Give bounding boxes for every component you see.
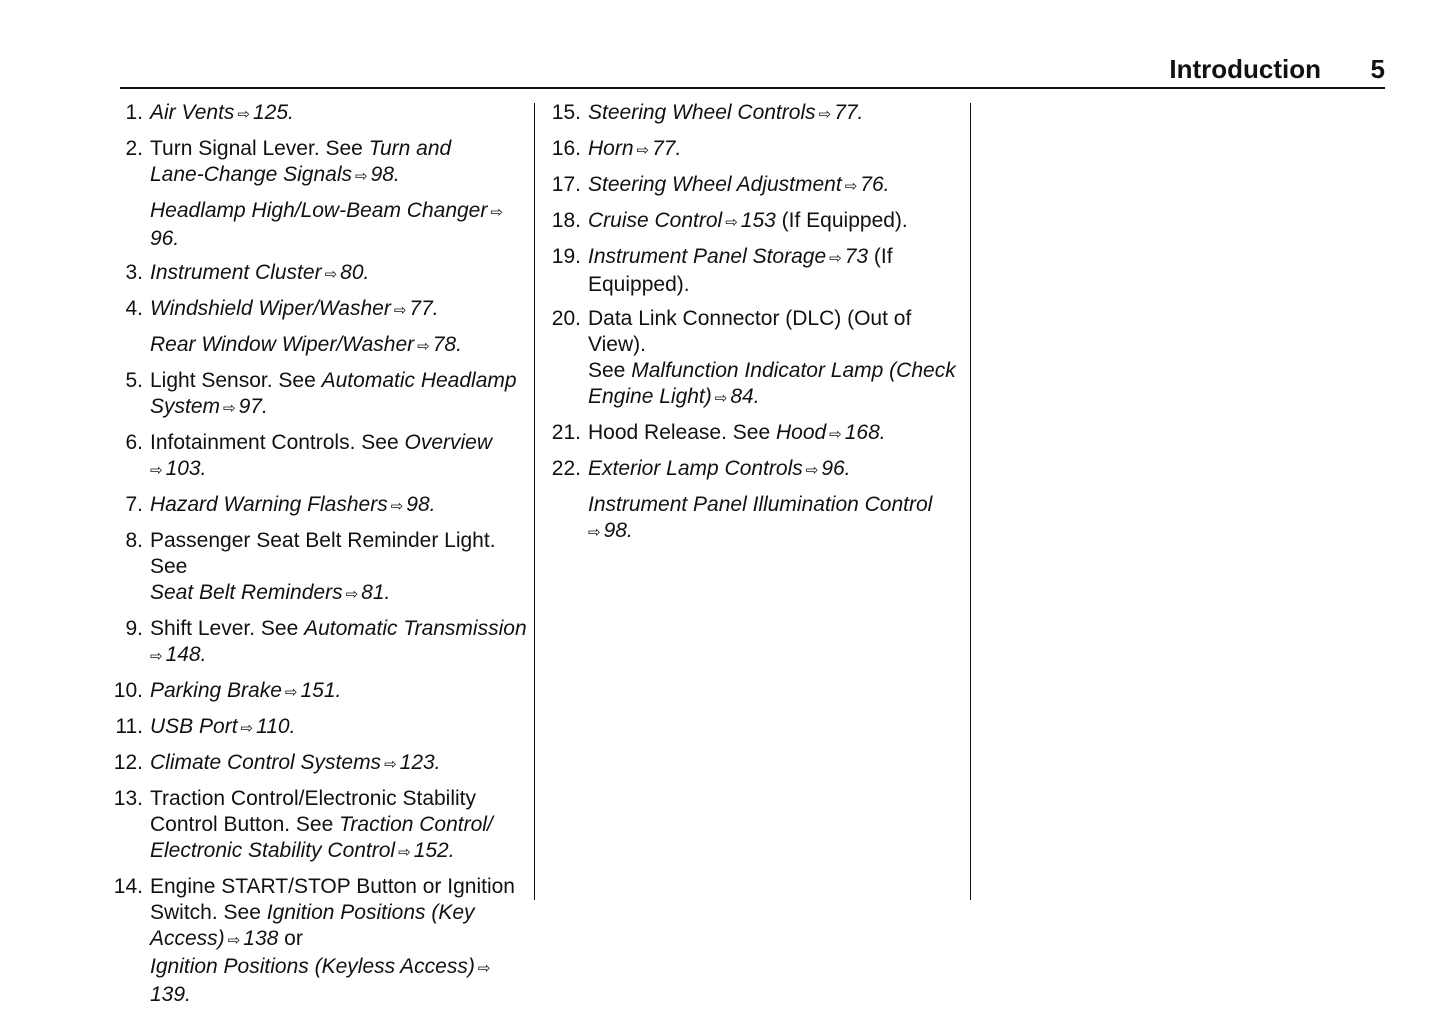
xref-link[interactable]: Air Vents bbox=[150, 101, 235, 124]
page-ref-icon: ⇨ bbox=[714, 390, 728, 407]
xref-link[interactable]: Ignition Positions (Key bbox=[266, 901, 475, 924]
section-title: Introduction bbox=[1169, 54, 1321, 84]
list-item: 3. Instrument Cluster ⇨ 80. bbox=[108, 260, 528, 288]
page-ref-icon: ⇨ bbox=[223, 400, 236, 417]
page-ref-icon: ⇨ bbox=[417, 338, 430, 355]
list-item: 21. Hood Release. See Hood ⇨ 168. bbox=[546, 420, 961, 448]
list-item: 6. Infotainment Controls. See Overview ⇨ 103. bbox=[108, 430, 528, 484]
page-ref-icon: ⇨ bbox=[384, 756, 397, 773]
xref-link[interactable]: Rear Window Wiper/Washer bbox=[150, 333, 415, 356]
page-ref-icon: ⇨ bbox=[390, 498, 404, 515]
page-ref-icon: ⇨ bbox=[829, 426, 842, 443]
column-divider bbox=[534, 103, 535, 900]
page-ref-icon: ⇨ bbox=[227, 932, 241, 949]
xref-link[interactable]: Automatic Headlamp bbox=[321, 369, 517, 392]
list-item: Headlamp High/Low-Beam Changer ⇨96. bbox=[150, 199, 503, 250]
list-item: 20. Data Link Connector (DLC) (Out of View). See Malfunction Indicator Lamp (Check Engine Light) ⇨ 84. bbox=[546, 306, 961, 412]
xref-link[interactable]: Traction Control/ bbox=[339, 813, 493, 836]
list-item: 12. Climate Control Systems ⇨ 123. bbox=[108, 750, 528, 778]
page-ref-icon: ⇨ bbox=[398, 844, 411, 861]
page-ref-icon: ⇨ bbox=[150, 648, 163, 665]
xref-link[interactable]: USB Port bbox=[150, 715, 238, 738]
page-ref-icon: ⇨ bbox=[588, 524, 601, 541]
xref-link[interactable]: Climate Control Systems bbox=[150, 751, 382, 774]
page-ref-icon: ⇨ bbox=[490, 204, 503, 221]
xref-link[interactable]: Parking Brake bbox=[150, 679, 282, 702]
xref-link[interactable]: Turn and bbox=[368, 137, 452, 160]
xref-link[interactable]: Malfunction Indicator Lamp (Check bbox=[631, 359, 956, 382]
list-item: 10. Parking Brake ⇨ 151. bbox=[108, 678, 528, 706]
xref-link[interactable]: Horn bbox=[588, 137, 634, 160]
xref-link[interactable]: Seat Belt Reminders bbox=[150, 581, 343, 604]
xref-link[interactable]: Steering Wheel Adjustment bbox=[588, 173, 842, 196]
list-item: 16. Horn ⇨ 77. bbox=[546, 136, 961, 164]
xref-link[interactable]: Electronic Stability Control bbox=[150, 839, 396, 862]
list-item: 15. Steering Wheel Controls ⇨ 77. bbox=[546, 100, 961, 128]
page-ref-icon: ⇨ bbox=[805, 462, 819, 479]
list-item: 18. Cruise Control ⇨ 153 (If Equipped). bbox=[546, 208, 961, 236]
list-item: 4. Windshield Wiper/Washer ⇨ 77. bbox=[108, 296, 528, 324]
list-item: Rear Window Wiper/Washer ⇨ 78. bbox=[108, 332, 528, 360]
page-header bbox=[120, 54, 1385, 89]
xref-link[interactable]: Headlamp High/Low-Beam Changer bbox=[150, 199, 488, 222]
page-ref-icon: ⇨ bbox=[284, 684, 298, 701]
page-ref-icon: ⇨ bbox=[844, 178, 858, 195]
xref-link[interactable]: Automatic Transmission bbox=[304, 617, 527, 640]
page-ref-icon: ⇨ bbox=[237, 106, 250, 123]
page-ref-icon: ⇨ bbox=[354, 168, 368, 185]
xref-link[interactable]: Lane-Change Signals bbox=[150, 163, 352, 186]
xref-link[interactable]: Steering Wheel Controls bbox=[588, 101, 816, 124]
list-item: 11. USB Port ⇨ 110. bbox=[108, 714, 528, 742]
page-ref-icon: ⇨ bbox=[345, 586, 359, 603]
list-item: 8. Passenger Seat Belt Reminder Light. See Seat Belt Reminders ⇨ 81. bbox=[108, 528, 528, 608]
xref-link[interactable]: System bbox=[150, 395, 221, 418]
list-item: 5. Light Sensor. See Automatic Headlamp System ⇨ 97. bbox=[108, 368, 528, 422]
xref-link[interactable]: Instrument Panel Illumination Control bbox=[588, 493, 933, 516]
page-ref-icon: ⇨ bbox=[818, 106, 832, 123]
xref-link[interactable]: Ignition Positions (Keyless Access) bbox=[150, 955, 475, 978]
page-ref-icon: ⇨ bbox=[150, 462, 163, 479]
xref-link[interactable]: Engine Light) bbox=[588, 385, 712, 408]
list-item: 9. Shift Lever. See Automatic Transmission ⇨ 148. bbox=[108, 616, 528, 670]
list-item: 1. Air Vents ⇨ 125. bbox=[108, 100, 528, 128]
page-number: 5 bbox=[1370, 54, 1385, 84]
xref-link[interactable]: Windshield Wiper/Washer bbox=[150, 297, 391, 320]
xref-link[interactable]: Cruise Control bbox=[588, 209, 723, 232]
page-ref-icon: ⇨ bbox=[636, 142, 650, 159]
list-item: 7. Hazard Warning Flashers ⇨ 98. bbox=[108, 492, 528, 520]
xref-link[interactable]: Access) bbox=[150, 927, 225, 950]
legend-column-1 bbox=[108, 100, 528, 1016]
xref-link[interactable]: Instrument Cluster bbox=[150, 261, 322, 284]
column-divider bbox=[970, 103, 971, 900]
xref-link[interactable]: Exterior Lamp Controls bbox=[588, 457, 803, 480]
list-item: 22. Exterior Lamp Controls ⇨ 96. bbox=[546, 456, 961, 484]
list-item: 2. Turn Signal Lever. See Turn and Lane-Change Signals ⇨ 98. bbox=[108, 136, 528, 190]
xref-link[interactable]: Instrument Panel Storage bbox=[588, 245, 827, 268]
list-item: 14. Engine START/STOP Button or Ignition Switch. See Ignition Positions (Key Access) ⇨ 138 or Ignition Positions (Keyless Access) ⇨139. bbox=[113, 875, 515, 1006]
xref-link[interactable]: Hood bbox=[775, 421, 827, 444]
page-ref-icon: ⇨ bbox=[240, 720, 254, 737]
xref-link[interactable]: Hazard Warning Flashers bbox=[150, 493, 388, 516]
page-ref-icon: ⇨ bbox=[393, 302, 407, 319]
list-item: 13. Traction Control/Electronic Stability Control Button. See Traction Control/ Electronic Stability Control ⇨ 152. bbox=[108, 786, 528, 866]
page-ref-icon: ⇨ bbox=[725, 214, 738, 231]
page-ref-icon: ⇨ bbox=[477, 960, 491, 977]
list-item: 17. Steering Wheel Adjustment ⇨ 76. bbox=[546, 172, 961, 200]
list-item: Instrument Panel Illumination Control ⇨ 98. bbox=[546, 492, 961, 546]
legend-column-2 bbox=[546, 100, 961, 554]
page-ref-icon: ⇨ bbox=[829, 250, 842, 267]
page-ref-icon: ⇨ bbox=[324, 266, 338, 283]
list-item: 19. Instrument Panel Storage ⇨ 73 (If Equipped). bbox=[551, 245, 893, 296]
xref-link[interactable]: Overview bbox=[404, 431, 493, 454]
